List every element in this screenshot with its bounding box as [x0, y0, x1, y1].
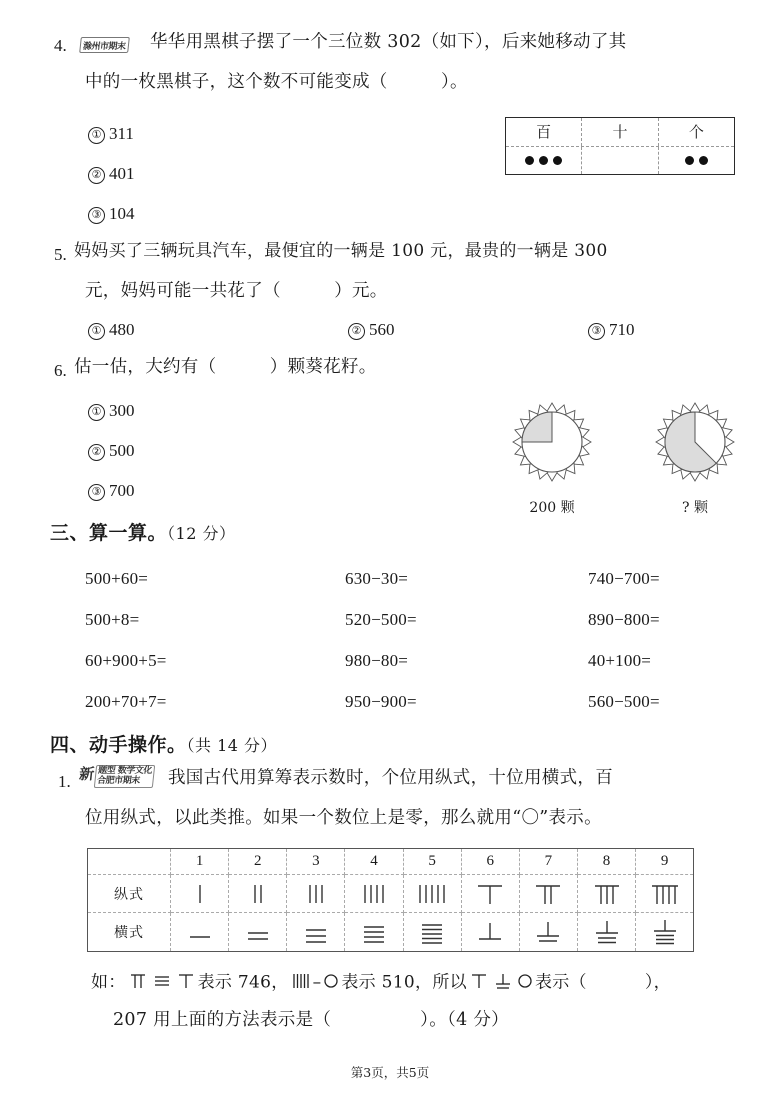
rod-digit-header-4: 4	[345, 849, 403, 874]
rod-digit-header-6: 6	[461, 849, 519, 874]
rod-table-header-row	[88, 849, 693, 874]
inline-rod-4-horizontal	[152, 972, 172, 994]
rod-horizontal-9	[636, 913, 693, 951]
sunflower-2-caption: ? 颗	[682, 500, 708, 516]
inline-rod-zero-circle-b	[517, 972, 533, 994]
question-6-option-2	[88, 441, 135, 461]
rod-digit-header-5: 5	[403, 849, 461, 874]
sunflower-figure-1	[507, 398, 597, 517]
question-4-option-2	[88, 164, 135, 184]
tag-new-line2: 合肥市期末	[96, 775, 141, 786]
place-value-dots-hundreds	[506, 147, 581, 175]
question-4-number: 4.	[54, 36, 67, 55]
inline-rod-5-vertical	[291, 972, 311, 994]
question-6-number: 6.	[54, 361, 67, 380]
calc-r1-c2: 890−800=	[588, 610, 660, 629]
page-footer: 第3页，共5页	[350, 1065, 430, 1080]
option-text: 560	[369, 320, 395, 339]
place-value-header-row	[506, 118, 734, 147]
example-mid3: 表示（	[534, 972, 587, 993]
option-marker: ③	[588, 323, 605, 340]
section-3-heading	[50, 518, 235, 545]
rod-horizontal-3	[287, 913, 345, 951]
tag-new-lines	[93, 765, 155, 788]
calc-r3-c1: 950−900=	[345, 692, 417, 711]
place-value-dots-ones	[658, 147, 734, 175]
option-text: 710	[609, 320, 635, 339]
chess-dot-icon	[539, 156, 548, 165]
question-6-line1: 估一估，大约有（ ）颗葵花籽。	[74, 357, 377, 377]
chess-dot-icon	[553, 156, 562, 165]
option-text: 401	[109, 164, 135, 183]
rod-vertical-6	[461, 874, 519, 913]
place-value-header-hundreds: 百	[536, 123, 552, 142]
question-5-number: 5.	[54, 245, 67, 264]
question-5-line2: 元，妈妈可能一共花了（ ）元。	[85, 281, 388, 301]
source-tag-new-hefei	[78, 765, 156, 788]
question-5-option-3	[588, 320, 635, 340]
rod-vertical-4	[345, 874, 403, 913]
inline-rod-6-vertical	[176, 972, 196, 994]
source-tag-chuzhou: 滁州市期末	[79, 37, 129, 53]
calc-r3-c2: 560−500=	[588, 692, 660, 711]
rod-row-label-vertical: 纵式	[88, 874, 171, 913]
example-prefix: 如：	[91, 972, 126, 993]
option-text: 311	[109, 124, 134, 143]
option-marker: ②	[88, 167, 105, 184]
place-value-dots-tens	[581, 147, 657, 175]
sunflower-icon	[507, 398, 597, 490]
rod-table-corner-cell	[88, 849, 171, 874]
place-value-table	[505, 117, 735, 175]
rod-horizontal-7	[519, 913, 577, 951]
option-marker: ③	[88, 207, 105, 224]
question-4-option-3	[88, 204, 135, 224]
option-marker: ①	[88, 127, 105, 144]
rod-digit-header-9: 9	[636, 849, 693, 874]
question-6-option-1	[88, 401, 135, 421]
section4-q1-line1: 我国古代用算筹表示数时，个位用纵式，十位用横式，百	[168, 768, 613, 788]
place-value-header-ones: 个	[658, 118, 734, 146]
counting-rod-table	[87, 848, 694, 952]
calc-r2-c1: 980−80=	[345, 651, 409, 670]
tag-new-line1: 题型 数学文化	[97, 766, 153, 776]
rod-horizontal-5	[403, 913, 461, 951]
inline-rod-7-vertical	[128, 972, 148, 994]
calc-r1-c0: 500+8=	[85, 610, 140, 629]
example-mid2: 表示 510，所以	[341, 972, 467, 993]
rod-horizontal-4	[345, 913, 403, 951]
option-text: 480	[109, 320, 135, 339]
section-4-title: 四、动手操作。	[50, 734, 187, 756]
section-3-points: （12 分）	[167, 524, 236, 543]
rod-horizontal-1	[171, 913, 229, 951]
inline-rod-6-vertical-b	[469, 972, 489, 994]
question-4-line2: 中的一枚黑棋子，这个数不可能变成（ ）。	[85, 72, 468, 92]
rod-vertical-5	[403, 874, 461, 913]
option-marker: ②	[88, 444, 105, 461]
section-3-title: 三、算一算。	[50, 522, 168, 544]
chess-dot-icon	[525, 156, 534, 165]
calc-r3-c0: 200+70+7=	[85, 692, 167, 711]
section4-q1-final-line: 207 用上面的方法表示是（ ）。（4 分）	[113, 1010, 509, 1030]
question-5-option-2	[348, 320, 395, 340]
option-marker: ③	[88, 484, 105, 501]
rod-vertical-2	[229, 874, 287, 913]
rod-vertical-8	[577, 874, 635, 913]
rod-digit-header-2: 2	[229, 849, 287, 874]
calc-r2-c2: 40+100=	[588, 651, 652, 670]
question-5-line1: 妈妈买了三辆玩具汽车，最便宜的一辆是 100 元，最贵的一辆是 300	[74, 241, 608, 261]
calc-r1-c1: 520−500=	[345, 610, 417, 629]
sunflower-figure-2	[650, 398, 740, 517]
rod-vertical-9	[636, 874, 693, 913]
rod-horizontal-2	[229, 913, 287, 951]
place-value-dots-row	[506, 147, 734, 175]
rod-digit-header-3: 3	[287, 849, 345, 874]
section4-q1-example-line	[91, 972, 671, 994]
place-value-header-tens: 十	[581, 118, 657, 146]
rod-row-label-horizontal: 横式	[88, 913, 171, 951]
rod-digit-header-7: 7	[519, 849, 577, 874]
chess-dots	[525, 156, 562, 165]
calc-r0-c0: 500+60=	[85, 569, 149, 588]
example-dash: –	[312, 972, 322, 993]
section4-q1-line2: 位用纵式，以此类推。如果一个数位上是零，那么就用“〇”表示。	[85, 808, 602, 828]
chess-dot-icon	[685, 156, 694, 165]
question-5-option-1	[88, 320, 135, 340]
rod-horizontal-8	[577, 913, 635, 951]
example-mid1: 表示 746，	[197, 972, 289, 993]
question-4-option-1	[88, 124, 134, 144]
option-text: 500	[109, 441, 135, 460]
question-4-line1: 华华用黑棋子摆了一个三位数 302（如下），后来她移动了其	[150, 32, 627, 52]
chess-dot-icon	[699, 156, 708, 165]
option-marker: ①	[88, 323, 105, 340]
section4-q1-number: 1.	[58, 772, 71, 791]
inline-rod-zero-circle	[323, 972, 339, 994]
rod-vertical-3	[287, 874, 345, 913]
option-text: 300	[109, 401, 135, 420]
option-marker: ①	[88, 404, 105, 421]
option-text: 700	[109, 481, 135, 500]
rod-vertical-7	[519, 874, 577, 913]
tag-new-character: 新	[78, 765, 95, 783]
calc-r2-c0: 60+900+5=	[85, 651, 167, 670]
sunflower-icon	[650, 398, 740, 490]
rod-table-vertical-row	[88, 874, 693, 913]
rod-digit-header-1: 1	[171, 849, 229, 874]
question-6-option-3	[88, 481, 135, 501]
calc-r0-c1: 630−30=	[345, 569, 409, 588]
rod-horizontal-6	[461, 913, 519, 951]
sunflower-1-caption: 200 颗	[529, 500, 575, 516]
option-text: 104	[109, 204, 135, 223]
option-marker: ②	[348, 323, 365, 340]
example-end: ），	[644, 972, 671, 993]
calc-r0-c2: 740−700=	[588, 569, 660, 588]
rod-table-horizontal-row	[88, 913, 693, 951]
section-4-heading	[50, 730, 277, 757]
chess-dots	[685, 156, 708, 165]
rod-digit-header-8: 8	[577, 849, 635, 874]
section-4-points: （共 14 分）	[186, 736, 278, 755]
inline-rod-7-horizontal	[493, 972, 513, 994]
rod-vertical-1	[171, 874, 229, 913]
